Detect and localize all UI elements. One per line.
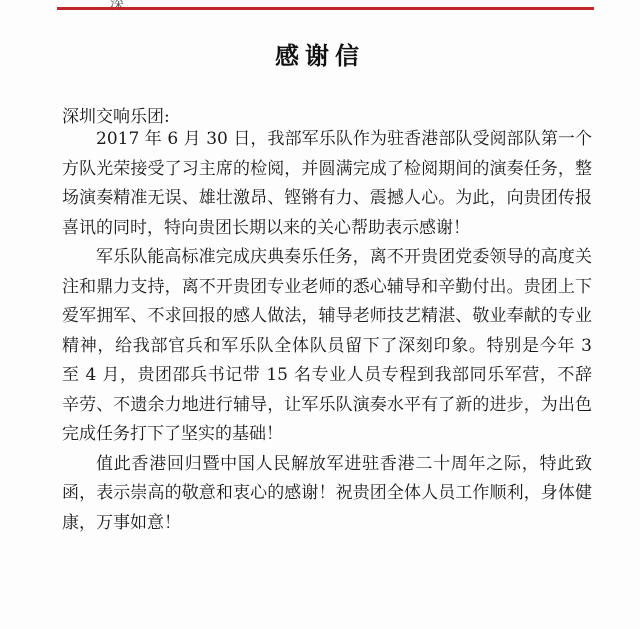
letter-salutation: 深圳交响乐团: (62, 107, 170, 127)
letterhead-red-rule (57, 7, 594, 10)
paragraph-3: 值此香港回归暨中国人民解放军进驻香港二十周年之际，特此致函，表示崇高的敬意和衷心的感谢！祝贵团全体人员工作顺利，身体健康，万事如意！ (62, 453, 592, 533)
letter-title: 感谢信 (275, 42, 365, 70)
paragraph-1: 2017 年 6 月 30 日，我部军乐队作为驻香港部队受阅部队第一个方队光荣接受了习主席的检阅，并圆满完成了检阅期间的演奏任务，整场演奏精准无误、雄壮激昂、铿锵有力、震撼人心。为此，向贵团传报喜讯的同时，特向贵团长期以来的关心帮助表示感谢！ (62, 129, 592, 238)
letter-body (62, 125, 592, 538)
paragraph-2: 军乐队能高标准完成庆典奏乐任务，离不开贵团党委领导的高度关注和鼎力支持，离不开贵团专业老师的悉心辅导和辛勤付出。贵团上下爱军拥军、不求回报的感人做法，辅导老师技艺精湛、敬业奉献的专业精神，给我部官兵和军乐队全体队员留下了深刻印象。特别是今年 3 至 4 月，贵团邵兵书记带 15 名专业人员专程到我部同乐军营，不辞辛劳、不遗余力地进行辅导，让军乐队演奏水平有了新的进步，为出色完成任务打下了坚实的基础！ (62, 247, 592, 444)
